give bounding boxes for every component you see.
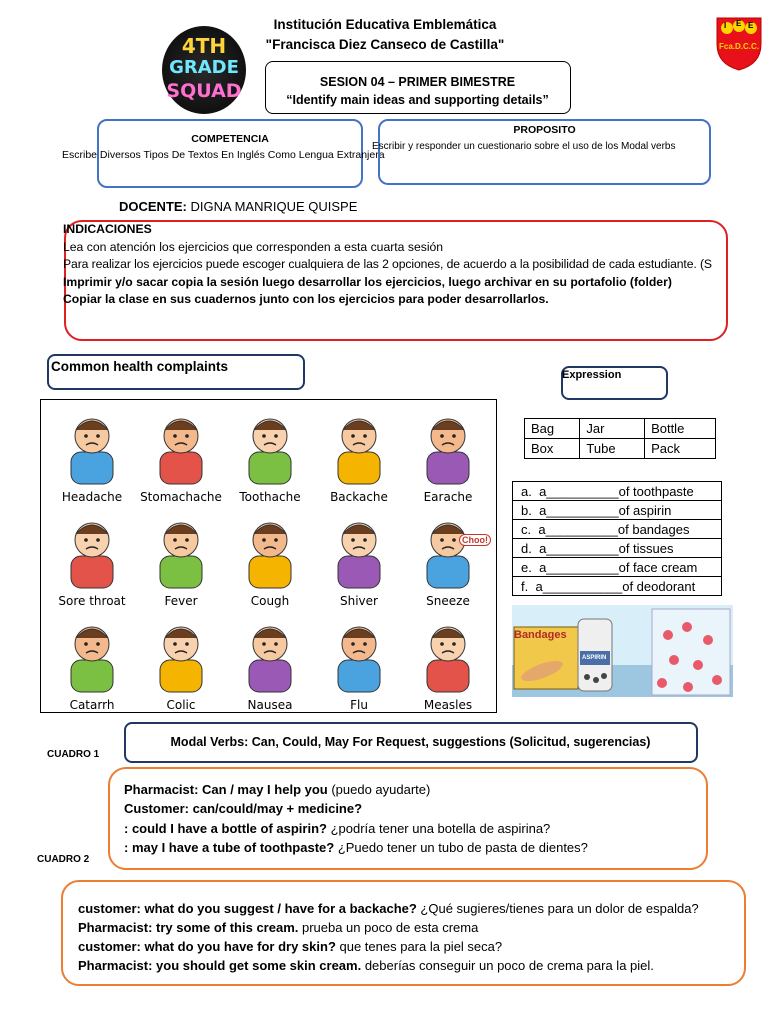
crest-letter-3: E: [748, 21, 754, 30]
cuadro-2-line-4: Pharmacist: you should get some skin cream. deberías conseguir un poco de crema para la piel.: [78, 958, 654, 973]
complaint-illustration: [57, 410, 127, 486]
table-cell: Box: [525, 439, 580, 459]
complaint-toothache: [225, 404, 315, 508]
fill-item: f. a___________of deodorant: [513, 577, 722, 596]
complaint-cough: [225, 508, 315, 612]
complaint-stomachache: [136, 404, 226, 508]
session-subtitle: “Identify main ideas and supporting details”: [286, 93, 549, 107]
docente-label: DOCENTE:: [119, 199, 187, 214]
table-row: [513, 539, 722, 558]
bandages-label: Bandages: [514, 629, 567, 641]
proposito-label: PROPOSITO: [513, 124, 576, 136]
fill-item: b. a__________of aspirin: [513, 501, 722, 520]
cuadro-1-label: CUADRO 1: [47, 749, 100, 760]
modal-verbs-title: Modal Verbs: Can, Could, May For Request, suggestions (Solicitud, sugerencias): [170, 735, 651, 749]
crest-text: Fca.D.C.C.: [719, 42, 760, 51]
complaint-earache: [403, 404, 493, 508]
cuadro-1-line-1: Pharmacist: Can / may I help you (puedo ayudarte): [124, 782, 431, 797]
fill-item: a. a__________of toothpaste: [513, 482, 722, 501]
table-cell: Pack: [645, 439, 716, 459]
table-row: [513, 558, 722, 577]
table-row: [513, 577, 722, 596]
complaint-label: Stomachache: [140, 490, 222, 504]
expression-box: [561, 366, 668, 400]
cuadro-1-line-2: Customer: can/could/may + medicine?: [124, 801, 363, 816]
cuadro-2-line-1: customer: what do you suggest / have for a backache? ¿Qué sugieres/tienes para un dolor de espalda?: [78, 901, 699, 916]
complaint-label: Measles: [423, 698, 473, 712]
complaint-label: Catarrh: [69, 698, 115, 712]
complaint-illustration: [235, 618, 305, 694]
cuadro-2-line-3: customer: what do you have for dry skin? que tenes para la piel seca?: [78, 939, 503, 954]
complaint-illustration: [235, 410, 305, 486]
complaint-label: Cough: [250, 594, 290, 608]
complaint-label: Backache: [330, 490, 388, 504]
expression-title: Expression: [562, 369, 622, 381]
complaint-measles: [403, 612, 493, 716]
cuadro-2-label: CUADRO 2: [37, 854, 90, 865]
complaint-illustration: [57, 618, 127, 694]
logo-line-2: GRADE: [169, 57, 239, 78]
complaint-sore-throat: [47, 508, 137, 612]
pharmacy-products-image: [512, 605, 733, 697]
logo-line-1: 4TH: [181, 34, 227, 58]
fill-item: d. a__________of tissues: [513, 539, 722, 558]
table-row: [513, 482, 722, 501]
complaint-illustration: [146, 618, 216, 694]
docente: [119, 199, 357, 214]
indicaciones-line-2: Para realizar los ejercicios puede escoger cualquiera de las 2 opciones, de acuerdo a la posibilidad de cada estudiante. (S: [63, 257, 712, 271]
indicaciones-content: [63, 221, 768, 309]
table-row: [525, 419, 716, 439]
complaint-fever: [136, 508, 226, 612]
table-row: [513, 501, 722, 520]
complaint-label: Nausea: [247, 698, 293, 712]
school-crest: [713, 14, 765, 72]
complaint-label: Sore throat: [58, 594, 126, 608]
institution-name: Institución Educativa Emblemática: [273, 17, 497, 32]
complaint-label: Earache: [423, 490, 473, 504]
table-cell: Jar: [580, 419, 645, 439]
complaint-illustration: [413, 410, 483, 486]
complaint-illustration: [146, 410, 216, 486]
school-name: "Francisca Diez Canseco de Castilla": [265, 37, 505, 52]
logo-line-3: SQUAD: [166, 80, 242, 102]
complaint-illustration: [57, 514, 127, 590]
complaint-label: Fever: [164, 594, 198, 608]
indicaciones-line-4: Copiar la clase en sus cuadernos junto con los ejercicios para poder desarrollarlos.: [63, 292, 549, 306]
table-row: [525, 439, 716, 459]
complaint-label: Toothache: [239, 490, 301, 504]
complaint-illustration: [235, 514, 305, 590]
docente-name: DIGNA MANRIQUE QUISPE: [190, 199, 358, 214]
complaint-illustration: [324, 514, 394, 590]
complaint-backache: [314, 404, 404, 508]
grade-squad-logo: [162, 26, 246, 114]
complaint-label: Shiver: [340, 594, 378, 608]
complaint-label: Sneeze: [426, 594, 470, 608]
crest-letter-2: E: [736, 19, 742, 28]
indicaciones-title: INDICACIONES: [63, 222, 152, 236]
complaint-illustration: [413, 514, 483, 590]
session-title: SESION 04 – PRIMER BIMESTRE: [319, 75, 516, 89]
cuadro-1-line-3: : could I have a bottle of aspirin? ¿podría tener una botella de aspirina?: [124, 821, 551, 836]
table-cell: Tube: [580, 439, 645, 459]
complaint-illustration: [146, 514, 216, 590]
modal-verbs-box: [124, 722, 698, 763]
complaint-label: Headache: [61, 490, 123, 504]
competencia-text: Escribe Diversos Tipos De Textos En Inglés Como Lengua Extranjera: [62, 149, 385, 161]
proposito-text: Escribir y responder un cuestionario sobre el uso de los Modal verbs: [372, 141, 676, 152]
complaint-catarrh: [47, 612, 137, 716]
cuadro-1-line-4: : may I have a tube of toothpaste? ¿Puedo tener un tubo de pasta de dientes?: [124, 840, 588, 855]
crest-letter-1: I: [724, 21, 727, 30]
table-cell: Bag: [525, 419, 580, 439]
complaint-headache: [47, 404, 137, 508]
complaint-sneeze: [403, 508, 493, 612]
complaints-title-box: [47, 354, 305, 390]
complaint-flu: [314, 612, 404, 716]
cuadro-2-line-2: Pharmacist: try some of this cream. prueba un poco de esta crema: [78, 920, 479, 935]
complaint-illustration: [413, 618, 483, 694]
competencia-label: COMPETENCIA: [191, 133, 269, 145]
complaints-title: Common health complaints: [51, 359, 229, 374]
aspirin-label: ASPIRIN: [582, 655, 607, 661]
fill-in-table: [512, 481, 722, 596]
complaint-illustration: [324, 618, 394, 694]
fill-item: c. a__________of bandages: [513, 520, 722, 539]
health-complaints-grid: [40, 399, 497, 713]
complaint-colic: [136, 612, 226, 716]
complaint-illustration: [324, 410, 394, 486]
expression-table: [524, 418, 716, 459]
complaint-label: Colic: [166, 698, 196, 712]
complaint-shiver: [314, 508, 404, 612]
complaint-label: Flu: [350, 698, 368, 712]
session-box: [265, 61, 571, 114]
sneeze-bubble: Choo!: [459, 534, 491, 546]
proposito-box: [372, 119, 711, 185]
table-cell: Bottle: [645, 419, 716, 439]
indicaciones-line-1: Lea con atención los ejercicios que corresponden a esta cuarta sesión: [63, 239, 444, 254]
table-row: [513, 520, 722, 539]
complaint-nausea: [225, 612, 315, 716]
indicaciones-line-3: Imprimir y/o sacar copia la sesión luego desarrollar los ejercicios, luego archivar en su portafolio (folder): [63, 274, 672, 289]
fill-item: e. a__________of face cream: [513, 558, 722, 577]
